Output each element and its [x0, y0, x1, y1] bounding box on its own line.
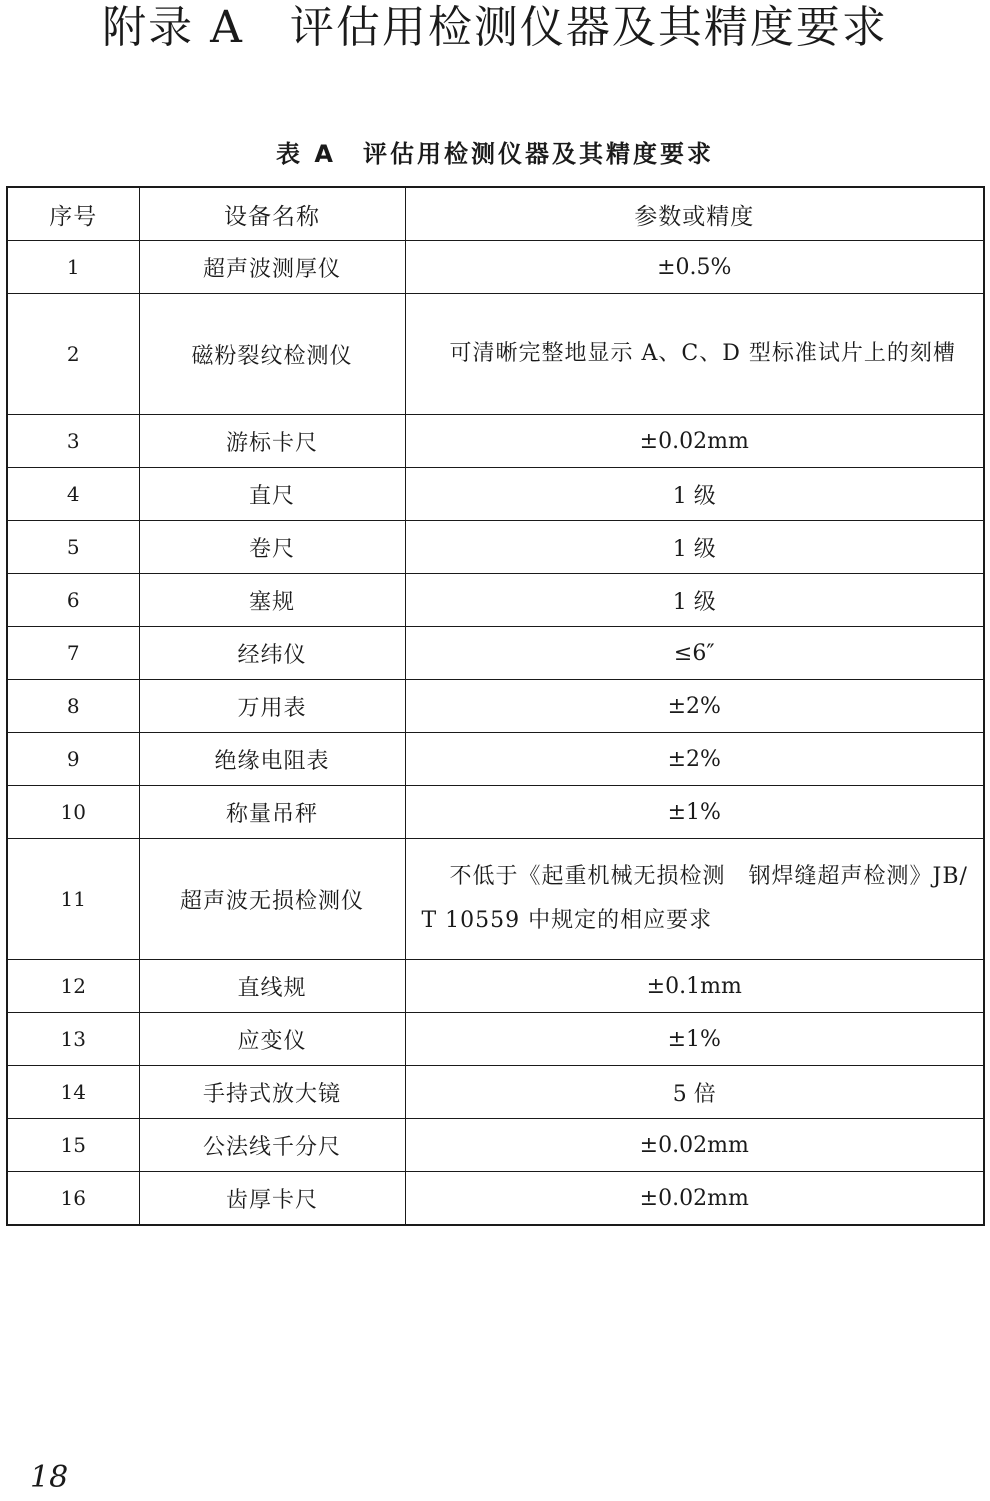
row-no: 1	[7, 241, 139, 294]
row-device-name: 称量吊秤	[139, 786, 405, 839]
row-parameter: ±2%	[405, 680, 984, 733]
table-row	[7, 786, 984, 839]
row-parameter: ±0.02mm	[405, 1172, 984, 1226]
row-device-name: 卷尺	[139, 521, 405, 574]
row-parameter: ±0.02mm	[405, 1119, 984, 1172]
row-parameter: 1 级	[405, 468, 984, 521]
row-no: 12	[7, 960, 139, 1013]
table-row	[7, 1119, 984, 1172]
table-caption: 表 A 评估用检测仪器及其精度要求	[276, 140, 714, 168]
header-device-name: 设备名称	[139, 187, 405, 241]
row-device-name: 经纬仪	[139, 627, 405, 680]
row-no: 11	[7, 839, 139, 960]
table-row	[7, 1066, 984, 1119]
table-row	[7, 960, 984, 1013]
page-number: 18	[30, 1460, 69, 1495]
table-row	[7, 294, 984, 415]
table-row	[7, 733, 984, 786]
row-device-name: 应变仪	[139, 1013, 405, 1066]
row-device-name: 超声波无损检测仪	[139, 839, 405, 960]
row-parameter: ±0.1mm	[405, 960, 984, 1013]
row-device-name: 磁粉裂纹检测仪	[139, 294, 405, 415]
row-no: 2	[7, 294, 139, 415]
table-row	[7, 680, 984, 733]
instrument-table	[6, 186, 985, 1226]
row-no: 7	[7, 627, 139, 680]
row-device-name: 手持式放大镜	[139, 1066, 405, 1119]
row-no: 6	[7, 574, 139, 627]
row-parameter: 1 级	[405, 574, 984, 627]
row-parameter: ±0.5%	[405, 241, 984, 294]
row-no: 16	[7, 1172, 139, 1226]
row-parameter: 不低于《起重机械无损检测 钢焊缝超声检测》JB/T 10559 中规定的相应要求	[405, 839, 984, 960]
table-row	[7, 241, 984, 294]
table-row	[7, 468, 984, 521]
table-row	[7, 521, 984, 574]
row-device-name: 公法线千分尺	[139, 1119, 405, 1172]
row-device-name: 超声波测厚仪	[139, 241, 405, 294]
table-row	[7, 627, 984, 680]
row-no: 8	[7, 680, 139, 733]
row-device-name: 游标卡尺	[139, 415, 405, 468]
row-no: 13	[7, 1013, 139, 1066]
header-parameter: 参数或精度	[405, 187, 984, 241]
table-row	[7, 415, 984, 468]
row-parameter: 5 倍	[405, 1066, 984, 1119]
row-no: 14	[7, 1066, 139, 1119]
row-device-name: 绝缘电阻表	[139, 733, 405, 786]
appendix-title: 附录 A 评估用检测仪器及其精度要求	[102, 2, 888, 53]
row-no: 4	[7, 468, 139, 521]
row-no: 5	[7, 521, 139, 574]
row-no: 9	[7, 733, 139, 786]
row-device-name: 直线规	[139, 960, 405, 1013]
row-parameter: 可清晰完整地显示 A、C、D 型标准试片上的刻槽	[405, 294, 984, 415]
row-parameter: ≤6″	[405, 627, 984, 680]
row-device-name: 万用表	[139, 680, 405, 733]
row-device-name: 齿厚卡尺	[139, 1172, 405, 1226]
row-device-name: 直尺	[139, 468, 405, 521]
table-row	[7, 1013, 984, 1066]
row-parameter: ±2%	[405, 733, 984, 786]
row-parameter: ±1%	[405, 1013, 984, 1066]
table-header-row	[7, 187, 984, 241]
row-parameter: ±0.02mm	[405, 415, 984, 468]
row-no: 10	[7, 786, 139, 839]
row-device-name: 塞规	[139, 574, 405, 627]
row-parameter: ±1%	[405, 786, 984, 839]
row-no: 3	[7, 415, 139, 468]
table-row	[7, 574, 984, 627]
header-no: 序号	[7, 187, 139, 241]
table-row	[7, 1172, 984, 1226]
row-parameter: 1 级	[405, 521, 984, 574]
row-no: 15	[7, 1119, 139, 1172]
table-row	[7, 839, 984, 960]
